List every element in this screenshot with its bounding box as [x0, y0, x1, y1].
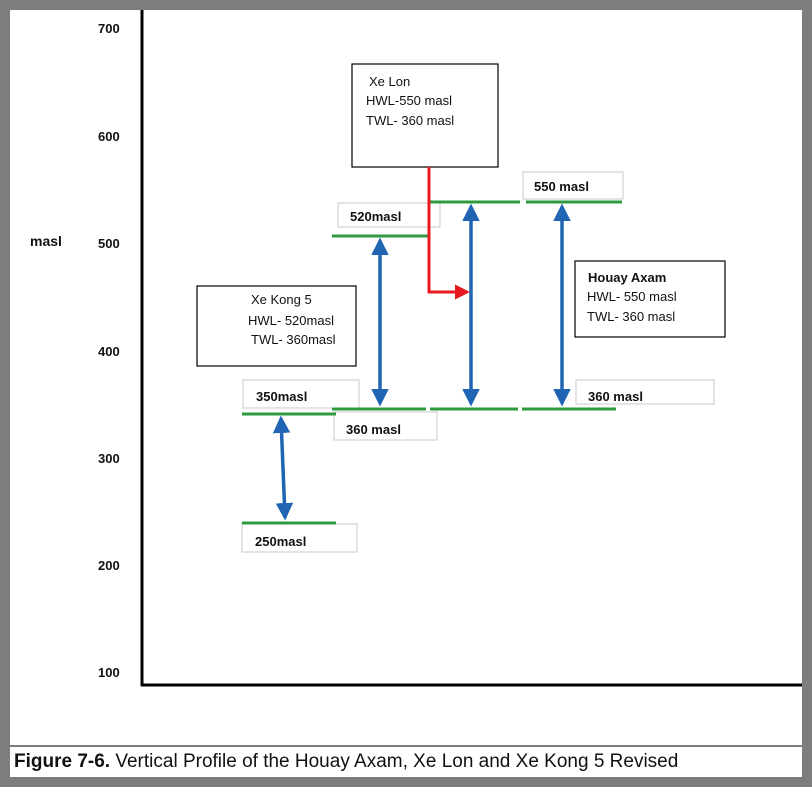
svg-text:360 masl: 360 masl — [346, 422, 401, 437]
vertical-profile-diagram — [10, 10, 802, 745]
houay-axam-twl: TWL- 360 masl — [587, 309, 676, 324]
tick-label: 600 — [98, 129, 120, 144]
xe-lon-name: Xe Lon — [369, 74, 411, 89]
head-arrow-lower — [281, 419, 285, 517]
xe-lon-twl: TWL- 360 masl — [366, 113, 455, 128]
level-label-350 — [243, 380, 359, 408]
houay-axam-box — [575, 261, 725, 337]
xe-kong5-name: Xe Kong 5 — [251, 292, 312, 307]
svg-text:350masl: 350masl — [256, 389, 308, 404]
level-label-360-left — [334, 412, 437, 440]
houay-axam-hwl: HWL- 550 masl — [587, 289, 677, 304]
level-label-250 — [242, 524, 357, 552]
xe-kong5-hwl: HWL- 520masl — [248, 313, 334, 328]
svg-text:360 masl: 360 masl — [588, 389, 643, 404]
houay-axam-name: Houay Axam — [588, 270, 667, 285]
svg-text:520masl: 520masl — [350, 209, 402, 224]
figure-caption-label: Figure 7-6. — [14, 751, 111, 772]
figure-caption — [10, 747, 802, 777]
level-label-550 — [523, 172, 623, 199]
tick-label: 300 — [98, 451, 120, 466]
tick-label: 700 — [98, 21, 120, 36]
svg-text:250masl: 250masl — [255, 534, 307, 549]
level-label-360-right — [576, 380, 714, 404]
tick-label: 500 — [98, 236, 120, 251]
figure-area — [10, 10, 802, 745]
tick-label: 200 — [98, 558, 120, 573]
flow-arrow-xe-lon — [429, 167, 467, 292]
tick-label: 100 — [98, 665, 120, 680]
xe-kong5-box — [197, 286, 356, 366]
svg-text:550 masl: 550 masl — [534, 179, 589, 194]
xe-lon-hwl: HWL-550 masl — [366, 93, 452, 108]
xe-kong5-twl: TWL- 360masl — [251, 332, 336, 347]
tick-label: 400 — [98, 344, 120, 359]
figure-caption-text: Vertical Profile of the Houay Axam, Xe Lon and Xe Kong 5 Revised — [110, 751, 679, 772]
xe-lon-box — [352, 64, 498, 167]
level-label-520 — [338, 203, 440, 227]
y-axis-title: masl — [30, 233, 62, 249]
